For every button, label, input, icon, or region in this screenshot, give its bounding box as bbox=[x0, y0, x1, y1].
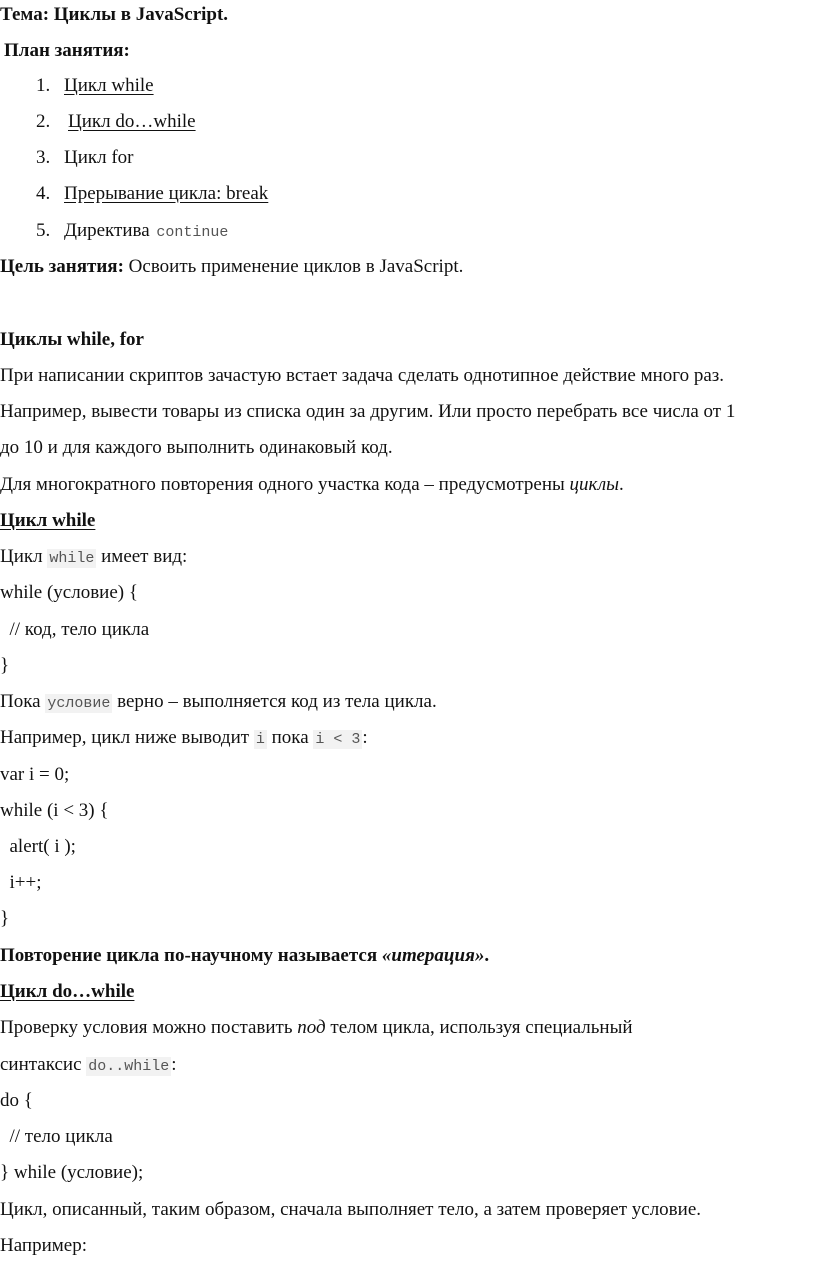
plan-item-link[interactable]: Цикл while bbox=[64, 75, 154, 96]
text-run: Для многократного повторения одного участка кода – предусмотрены bbox=[0, 474, 570, 495]
paragraph bbox=[0, 1053, 177, 1079]
code-line: while (i < 3) { bbox=[0, 800, 109, 821]
plan-item bbox=[36, 219, 230, 245]
text-run: Повторение цикла по-научному называется bbox=[0, 945, 382, 966]
code-line: do { bbox=[0, 1090, 33, 1111]
plan-item-number: 1. bbox=[36, 75, 51, 96]
paragraph bbox=[0, 1016, 633, 1040]
iteration-note bbox=[0, 944, 489, 968]
text-run: . bbox=[618, 474, 624, 495]
code-line: alert( i ); bbox=[0, 836, 76, 857]
plan-item bbox=[36, 74, 154, 98]
text-run: телом цикла, используя специальный bbox=[325, 1017, 633, 1038]
code-line: } bbox=[0, 908, 10, 929]
lesson-goal bbox=[0, 255, 463, 279]
plan-item bbox=[36, 182, 268, 206]
text-run: : bbox=[171, 1054, 177, 1075]
paragraph bbox=[0, 473, 624, 497]
goal-text: Освоить применение циклов в JavaScript. bbox=[123, 256, 464, 277]
text-run: . bbox=[484, 945, 490, 966]
inline-code: do..while bbox=[88, 1058, 170, 1075]
code-line: // тело цикла bbox=[0, 1126, 113, 1147]
code-line: while (условие) { bbox=[0, 582, 138, 603]
text-run: Например, цикл ниже выводит bbox=[0, 727, 254, 748]
text-run: имеет вид: bbox=[96, 546, 188, 567]
topic-title: Тема: Циклы в JavaScript. bbox=[0, 4, 229, 25]
plan-item-number: 4. bbox=[36, 183, 51, 204]
paragraph: Например, вывести товары из списка один за другим. Или просто перебрать все числа от 1 bbox=[0, 401, 736, 422]
plan-item-text: Директива bbox=[64, 220, 150, 241]
code-line: // код, тело цикла bbox=[0, 619, 150, 640]
paragraph bbox=[0, 726, 368, 752]
plan-item-number: 2. bbox=[36, 111, 51, 132]
plan-item bbox=[36, 146, 134, 170]
emphasis: под bbox=[297, 1017, 326, 1038]
paragraph bbox=[0, 690, 437, 716]
text-run: Цикл bbox=[0, 546, 48, 567]
inline-code: while bbox=[49, 550, 95, 567]
text-run: пока bbox=[266, 727, 314, 748]
text-run: Проверку условия можно поставить bbox=[0, 1017, 298, 1038]
text-run: верно – выполняется код из тела цикла. bbox=[112, 691, 437, 712]
plan-item-link[interactable]: Прерывание цикла: break bbox=[64, 183, 269, 204]
paragraph: Например: bbox=[0, 1235, 87, 1256]
inline-code: условие bbox=[47, 695, 111, 712]
code-line: var i = 0; bbox=[0, 764, 70, 785]
text-run: : bbox=[362, 727, 368, 748]
inline-code: i bbox=[255, 731, 265, 748]
paragraph: Цикл, описанный, таким образом, сначала выполняет тело, а затем проверяет условие. bbox=[0, 1199, 702, 1220]
code-line: } bbox=[0, 655, 10, 676]
section-heading-while: Цикл while bbox=[0, 510, 96, 531]
inline-code: continue bbox=[156, 224, 229, 241]
code-line: } while (условие); bbox=[0, 1162, 144, 1183]
paragraph bbox=[0, 545, 187, 571]
plan-item bbox=[36, 110, 196, 134]
paragraph: При написании скриптов зачастую встает задача сделать однотипное действие много раз. bbox=[0, 365, 725, 386]
inline-code: i < 3 bbox=[315, 731, 361, 748]
paragraph: до 10 и для каждого выполнить одинаковый код. bbox=[0, 437, 393, 458]
code-line: i++; bbox=[0, 872, 42, 893]
emphasis: циклы bbox=[569, 474, 619, 495]
plan-item-link[interactable]: Цикл do…while bbox=[68, 111, 196, 132]
plan-item-text: Цикл for bbox=[64, 147, 134, 168]
section-heading-loops: Циклы while, for bbox=[0, 329, 144, 350]
plan-item-number: 5. bbox=[36, 220, 51, 241]
emphasis: «итерация» bbox=[381, 945, 485, 966]
text-run: синтаксис bbox=[0, 1054, 87, 1075]
plan-heading: План занятия: bbox=[4, 40, 130, 61]
section-heading-dowhile: Цикл do…while bbox=[0, 981, 135, 1002]
text-run: Пока bbox=[0, 691, 46, 712]
plan-item-number: 3. bbox=[36, 147, 51, 168]
goal-label: Цель занятия: bbox=[0, 256, 124, 277]
